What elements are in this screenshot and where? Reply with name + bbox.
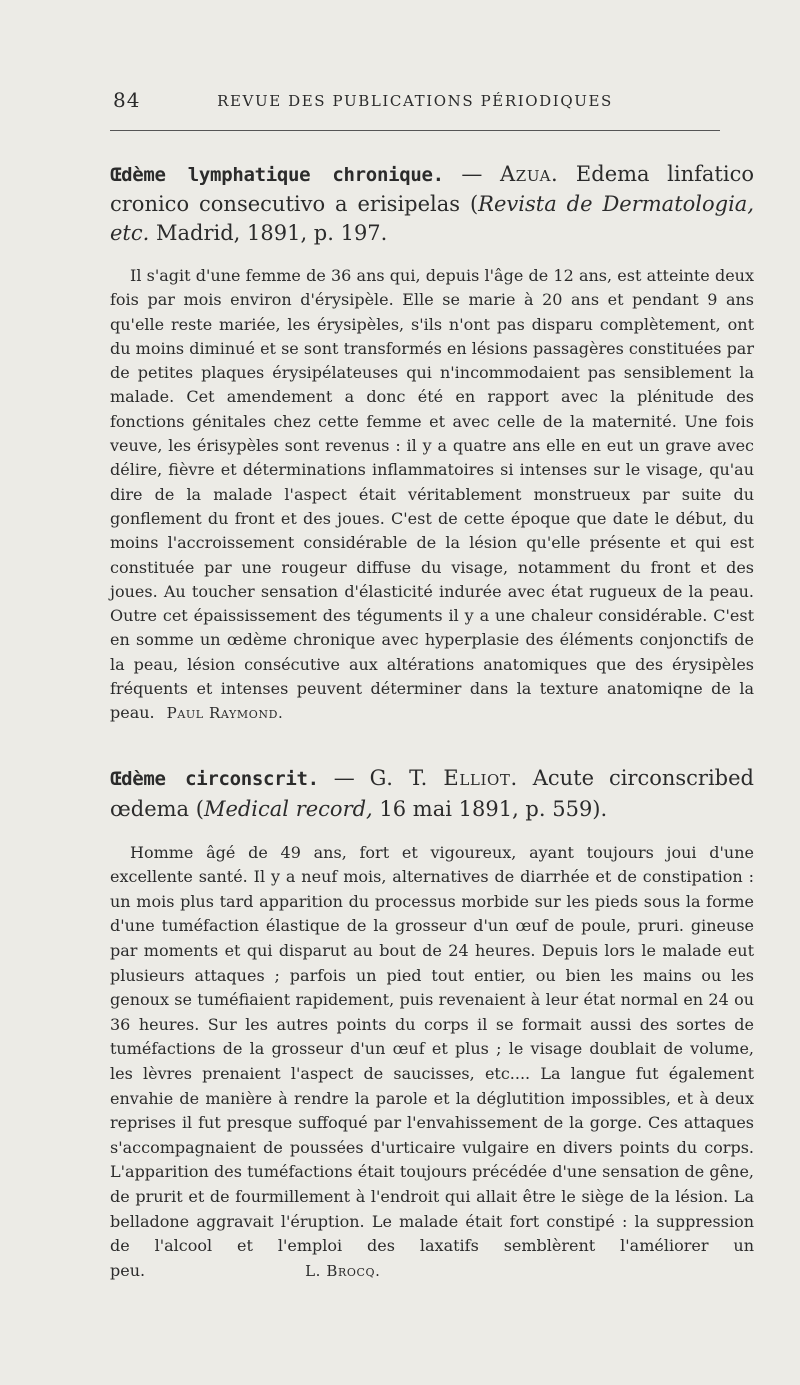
citation-post: Madrid, 1891, p. 197. xyxy=(149,221,388,245)
header-rule xyxy=(110,130,720,131)
citation-pre: Edema linfatico cronico consecutivo a erisipelas ( xyxy=(110,162,754,216)
article-signature: Paul Raymond. xyxy=(166,704,284,723)
citation-pre: Acute circonscribed œdema ( xyxy=(110,765,754,821)
page-number: 84 xyxy=(113,88,141,112)
article-author: Azua. xyxy=(500,162,559,186)
article-body xyxy=(110,841,754,1284)
article-title xyxy=(110,160,754,248)
article-circumscribed-edema xyxy=(110,763,754,1284)
article-lead: Œdème lymphatique chronique. xyxy=(110,164,444,186)
title-dash: — xyxy=(443,162,501,186)
citation-post: 16 mai 1891, p. 559). xyxy=(372,796,608,821)
article-body xyxy=(110,264,754,726)
title-dash: — xyxy=(318,765,370,790)
journal-name: Medical record, xyxy=(203,796,373,821)
body-text: Il s'agit d'une femme de 36 ans qui, depuis l'âge de 12 ans, est atteinte deux fois par mois environ d'érysipèle. Elle se marie à 20 ans et pendant 9 ans qu'elle reste mariée, les érysipèles, s'ils n'ont pas disparu complètement, ont du moins diminué et se sont transformés en lésions passagères constituées par de petites plaques érysipélateuses qui n'incommodaient pas sensiblement la malade. Cet amendement a donc été en rapport avec la plénitude des fonctions génitales chez cette femme et avec celle de la maternité. Une fois veuve, les érisypèles sont revenus : il y a quatre ans elle en eut un grave avec délire, fièvre et déterminations inflammatoires si intenses sur le visage, qu'au dire de la malade l'aspect était véritablement monstrueux par suite du gonflement du front et des joues. C'est de cette époque que date le début, du moins l'accroissement considérable de la lésion qu'elle présente et qui est constituée par une rougeur diffuse du visage, notamment du front et des joues. Au toucher sensation d'élasticité indurée avec état rugueux de la peau. Outre cet épaississement des téguments il y a une chaleur considérable. C'est en somme un œdème chronique avec hyperplasie des éléments conjonctifs de la peau, lésion consécutive aux altérations anatomiques que des érysipèles fréquents et intenses peuvent déterminer dans la texture anatomiqne de la peau. xyxy=(110,266,754,723)
page-content xyxy=(110,160,754,1283)
article-author: G. T. Elliot. xyxy=(369,765,518,790)
article-title xyxy=(110,763,754,824)
article-lymphatic-edema xyxy=(110,160,754,726)
article-lead: Œdème circonscrit. xyxy=(110,767,319,790)
journal-name: Revista de Dermatologia, etc. xyxy=(110,192,754,245)
article-signature: L. Brocq. xyxy=(305,1261,381,1280)
running-head: REVUE DES PUBLICATIONS PÉRIODIQUES xyxy=(217,92,613,110)
body-text: Homme âgé de 49 ans, fort et vigoureux, ayant toujours joui d'une excellente santé. Il y a neuf mois, alternatives de diarrhée et de constipation : un mois plus tard apparition du processus morbide sur les pieds sous la forme d'une tuméfaction élastique de la grosseur d'un œuf de poule, pruri. gineuse par moments et qui disparut au bout de 24 heures. Depuis lors le malade eut plusieurs attaques ; parfois un pied tout entier, ou bien les mains ou les genoux se tuméfiaient rapidement, puis revenaient à leur état normal en 24 ou 36 heures. Sur les autres points du corps il se formait aussi des sortes de tuméfactions de la grosseur d'un œuf et plus ; le visage doublait de volume, les lèvres prenaient l'aspect de saucisses, etc.... La langue fut également envahie de manière à rendre la parole et la déglutition impossibles, et à deux reprises il fut presque suffoqué par l'envahissement de la gorge. Ces attaques s'accompagnaient de poussées d'urticaire vulgaire en divers points du corps. L'apparition des tuméfactions était toujours précédée d'une sensation de gêne, de prurit et de fourmillement à l'endroit qui allait être le siège de la lésion. La belladone aggravait l'éruption. Le malade était fort constipé : la suppression de l'alcool et l'emploi des laxatifs semblèrent l'améliorer un peu. xyxy=(110,842,754,1280)
